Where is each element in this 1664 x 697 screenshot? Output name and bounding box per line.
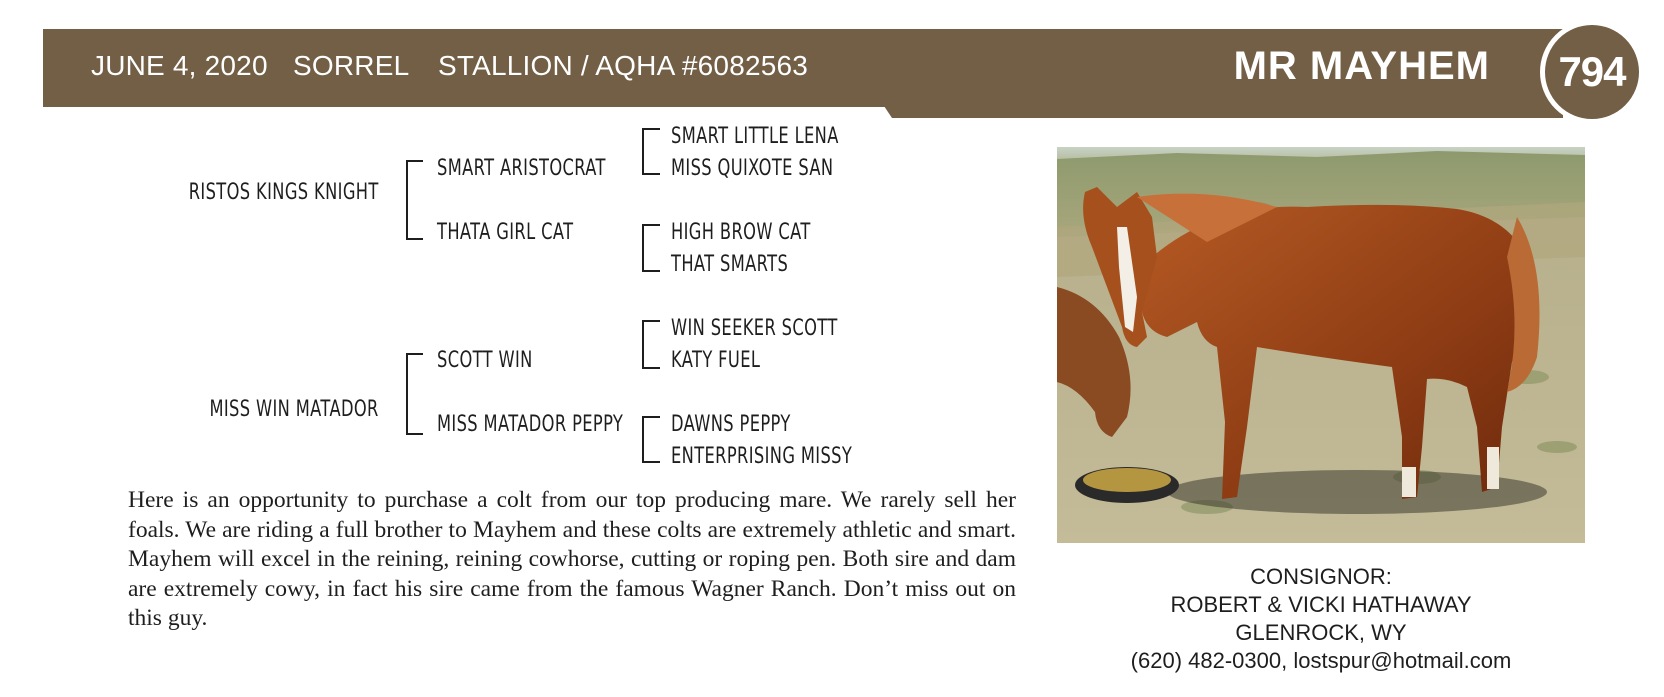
consignor-contact: (620) 482-0300, lostspur@hotmail.com: [1130, 648, 1512, 673]
pedigree-sire: RISTOS KINGS KNIGHT: [189, 180, 379, 205]
horse-photo: [1057, 147, 1585, 543]
pedigree-sire-dam: THATA GIRL CAT: [437, 220, 574, 245]
pedigree-sire-dam-dam: THAT SMARTS: [671, 252, 789, 277]
foaling-date: JUNE 4, 2020: [91, 50, 268, 81]
pedigree-dam: MISS WIN MATADOR: [209, 397, 379, 422]
horse-color: SORREL: [293, 50, 410, 81]
horse-description: Here is an opportunity to purchase a colt from our top producing mare. We rarely sell her foals. We are riding a full brother to Mayhem and these colts are extremely athletic and smart. Mayhem will excel in the reining, reining cowhorse, cutting or roping pen. Both sire and dam are extremely cowy, in fact his sire came from the famous Wagner Ranch. Don’t miss out on this guy.: [128, 487, 1016, 632]
pedigree-sire-dam-sire: HIGH BROW CAT: [671, 220, 811, 245]
header-band-tab: [880, 100, 1563, 118]
horse-name: MR MAYHEM: [1233, 44, 1490, 88]
bracket-sire-dam: [642, 224, 660, 272]
bracket-dam-dam: [642, 416, 660, 463]
consignor-name: ROBERT & VICKI HATHAWAY: [1170, 592, 1472, 617]
pedigree-dam-dam-sire: DAWNS PEPPY: [671, 412, 791, 437]
bracket-dam-sire: [642, 320, 660, 369]
consignor-location: GLENROCK, WY: [1235, 620, 1407, 645]
pedigree-dam-dam: MISS MATADOR PEPPY: [437, 412, 624, 437]
pedigree-dam-dam-dam: ENTERPRISING MISSY: [671, 444, 853, 469]
bracket-dam: [406, 353, 423, 435]
bracket-sire: [406, 160, 423, 240]
lot-number: 794: [1558, 48, 1626, 95]
pedigree-dam-sire: SCOTT WIN: [437, 348, 533, 373]
bracket-sire-sire: [642, 128, 660, 175]
sex-registration: STALLION / AQHA #6082563: [438, 50, 809, 81]
pedigree-sire-sire-sire: SMART LITTLE LENA: [671, 124, 839, 149]
lot-number-badge: [1540, 20, 1644, 124]
pedigree-sire-sire-dam: MISS QUIXOTE SAN: [671, 156, 834, 181]
pedigree-sire-sire: SMART ARISTOCRAT: [437, 156, 606, 181]
pedigree-dam-sire-sire: WIN SEEKER SCOTT: [671, 316, 838, 341]
pedigree-dam-sire-dam: KATY FUEL: [671, 348, 761, 373]
consignor-label: CONSIGNOR:: [1250, 564, 1392, 589]
